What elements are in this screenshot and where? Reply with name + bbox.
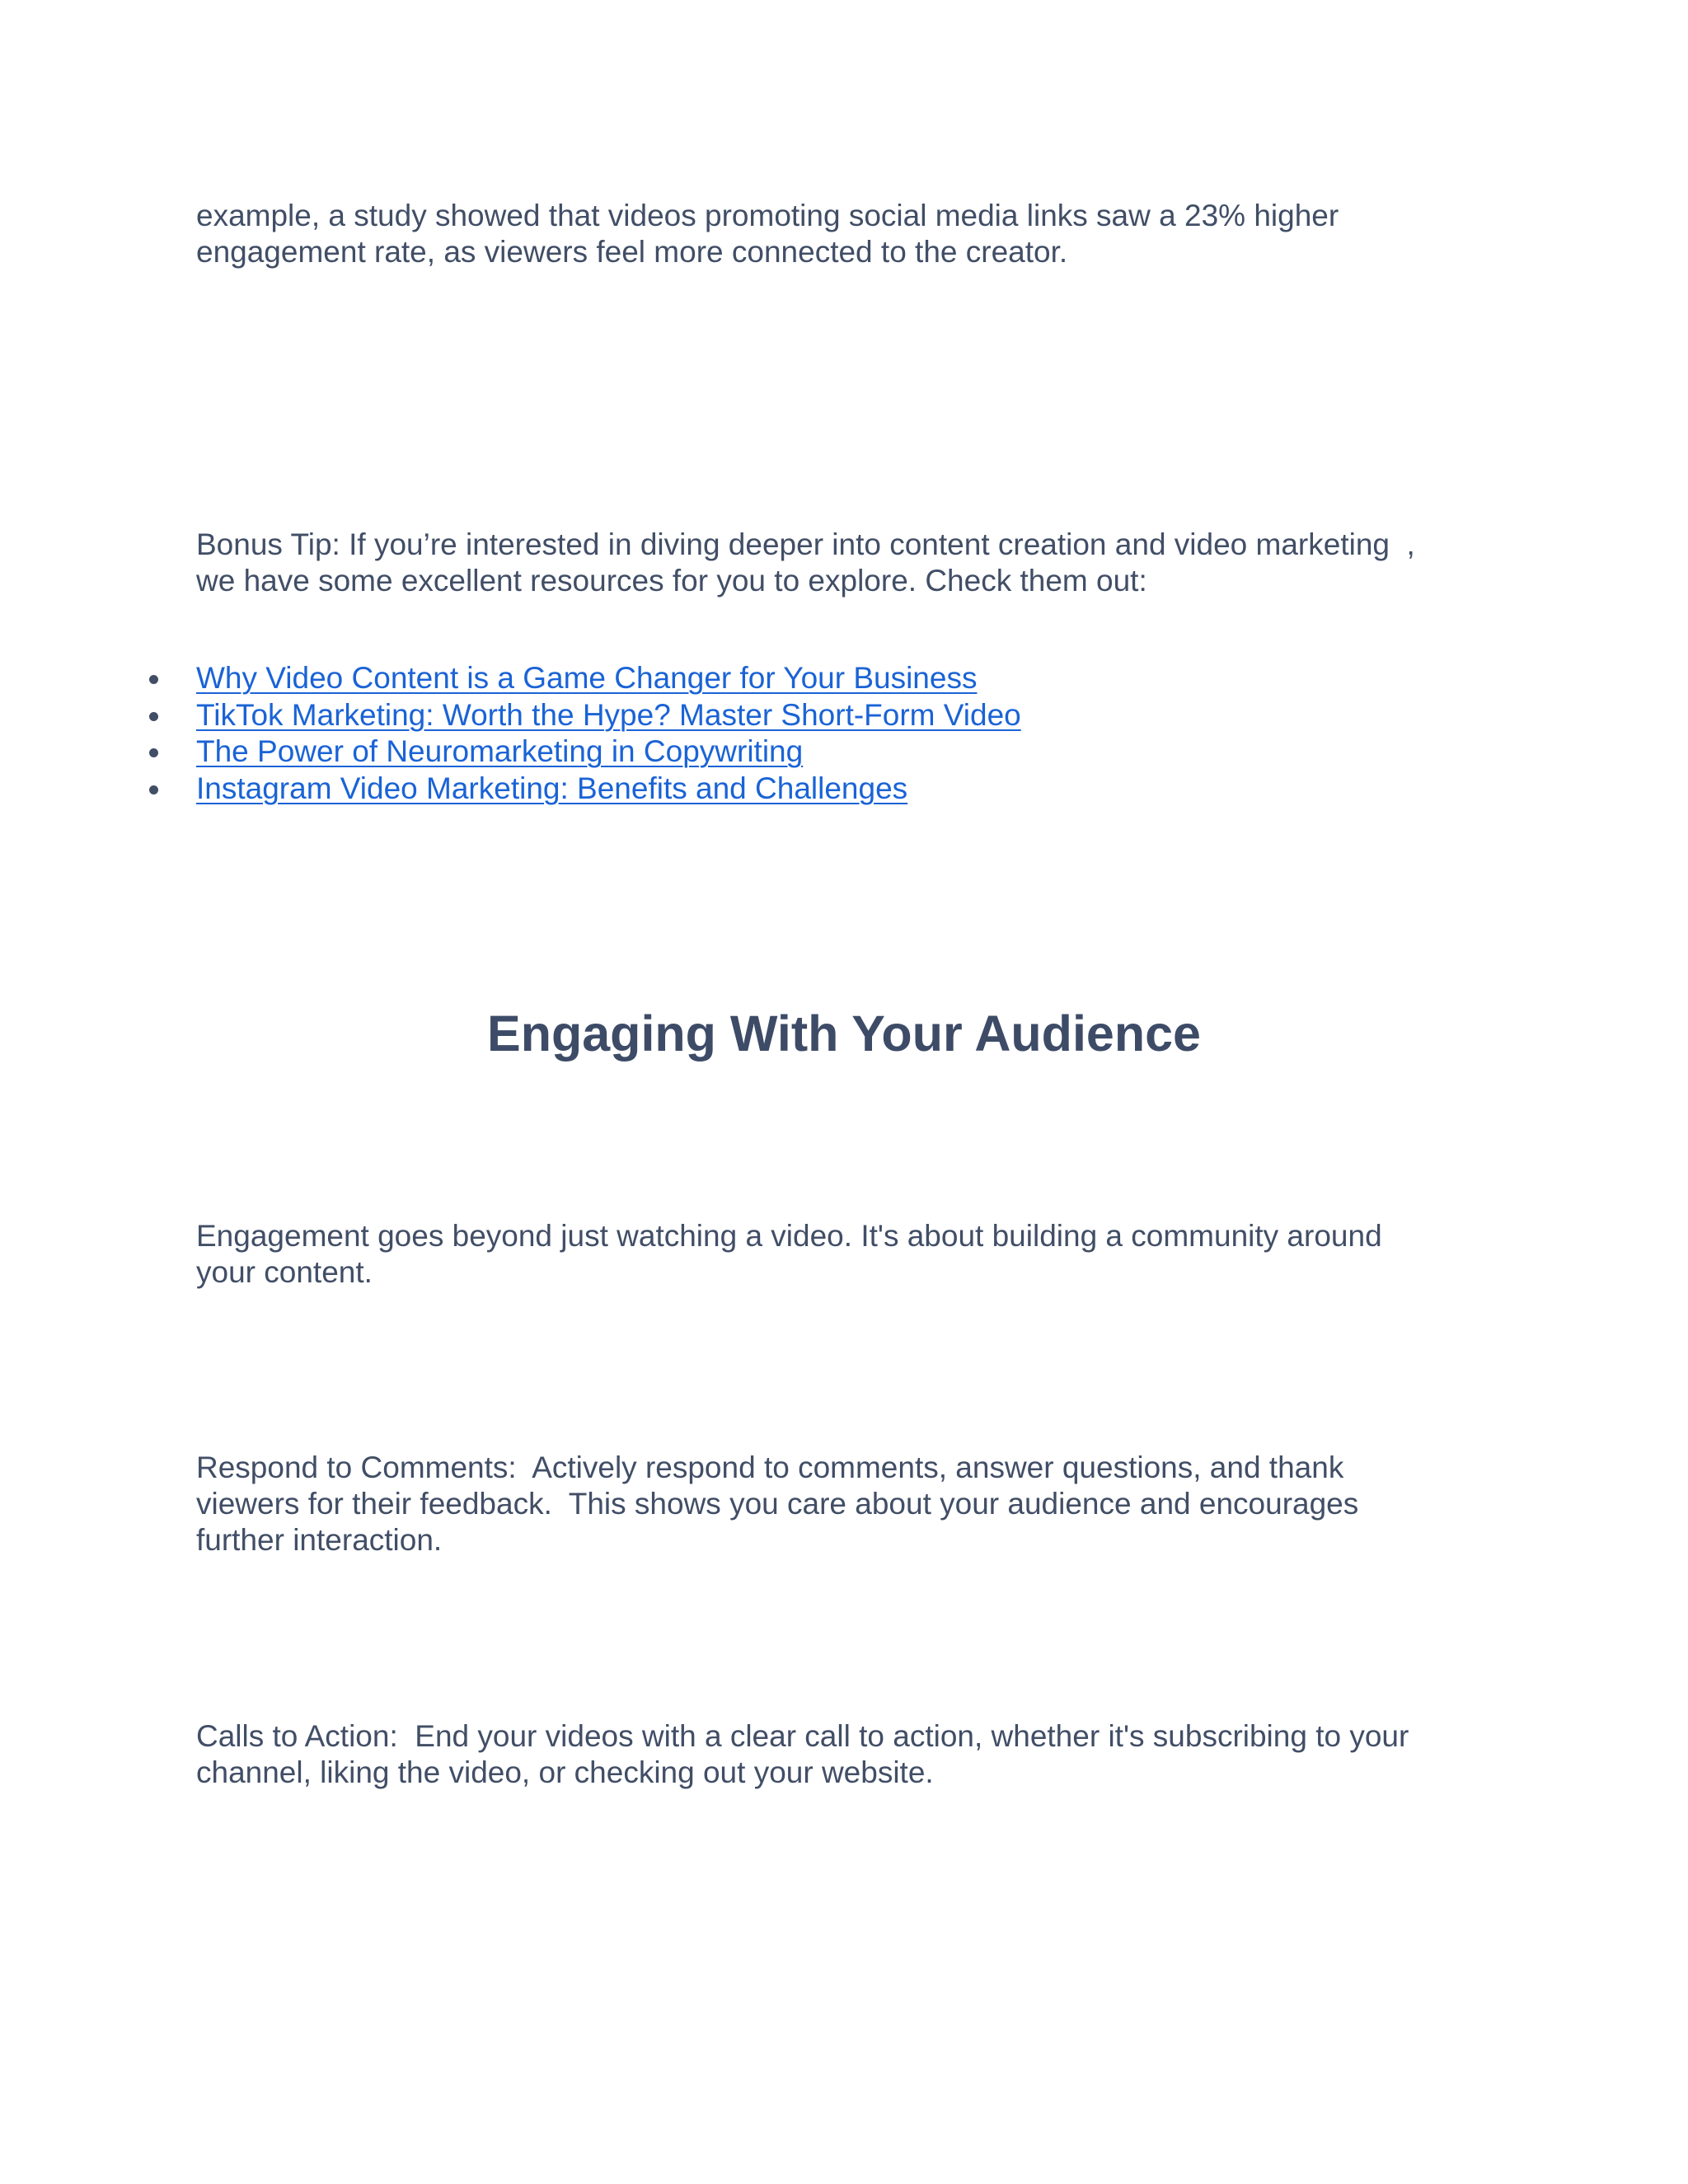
calls-to-action-paragraph: Calls to Action: End your videos with a clear call to action, whether it's subscribing to your channel, liking the video, or checking out your website. bbox=[196, 1719, 1409, 1789]
bullet-icon bbox=[149, 785, 158, 794]
engagement-paragraph: Engagement goes beyond just watching a video. It's about building a community around your content. bbox=[196, 1219, 1382, 1289]
bonus-tip-paragraph: Bonus Tip: If you’re interested in diving deeper into content creation and video marketing , we have some excellent resources for you to explore. Check them out: bbox=[196, 527, 1415, 598]
resource-link-tiktok-marketing[interactable]: TikTok Marketing: Worth the Hype? Master Short-Form Video bbox=[196, 697, 1021, 732]
section-heading: Engaging With Your Audience bbox=[487, 1005, 1201, 1062]
bullet-icon bbox=[149, 712, 158, 721]
intro-continued-paragraph: example, a study showed that videos promoting social media links saw a 23% higher engagement rate, as viewers feel more connected to the creator. bbox=[196, 199, 1339, 269]
resource-link-neuromarketing[interactable]: The Power of Neuromarketing in Copywriting bbox=[196, 734, 804, 768]
respond-to-comments-paragraph: Respond to Comments: Actively respond to comments, answer questions, and thank viewers for their feedback. This shows you care about your audience and encourages further interaction. bbox=[196, 1451, 1359, 1557]
resource-link-instagram-video[interactable]: Instagram Video Marketing: Benefits and Challenges bbox=[196, 771, 908, 805]
bullet-icon bbox=[149, 675, 158, 684]
resource-link-video-content[interactable]: Why Video Content is a Game Changer for Your Business bbox=[196, 661, 978, 695]
bullet-icon bbox=[149, 748, 158, 757]
